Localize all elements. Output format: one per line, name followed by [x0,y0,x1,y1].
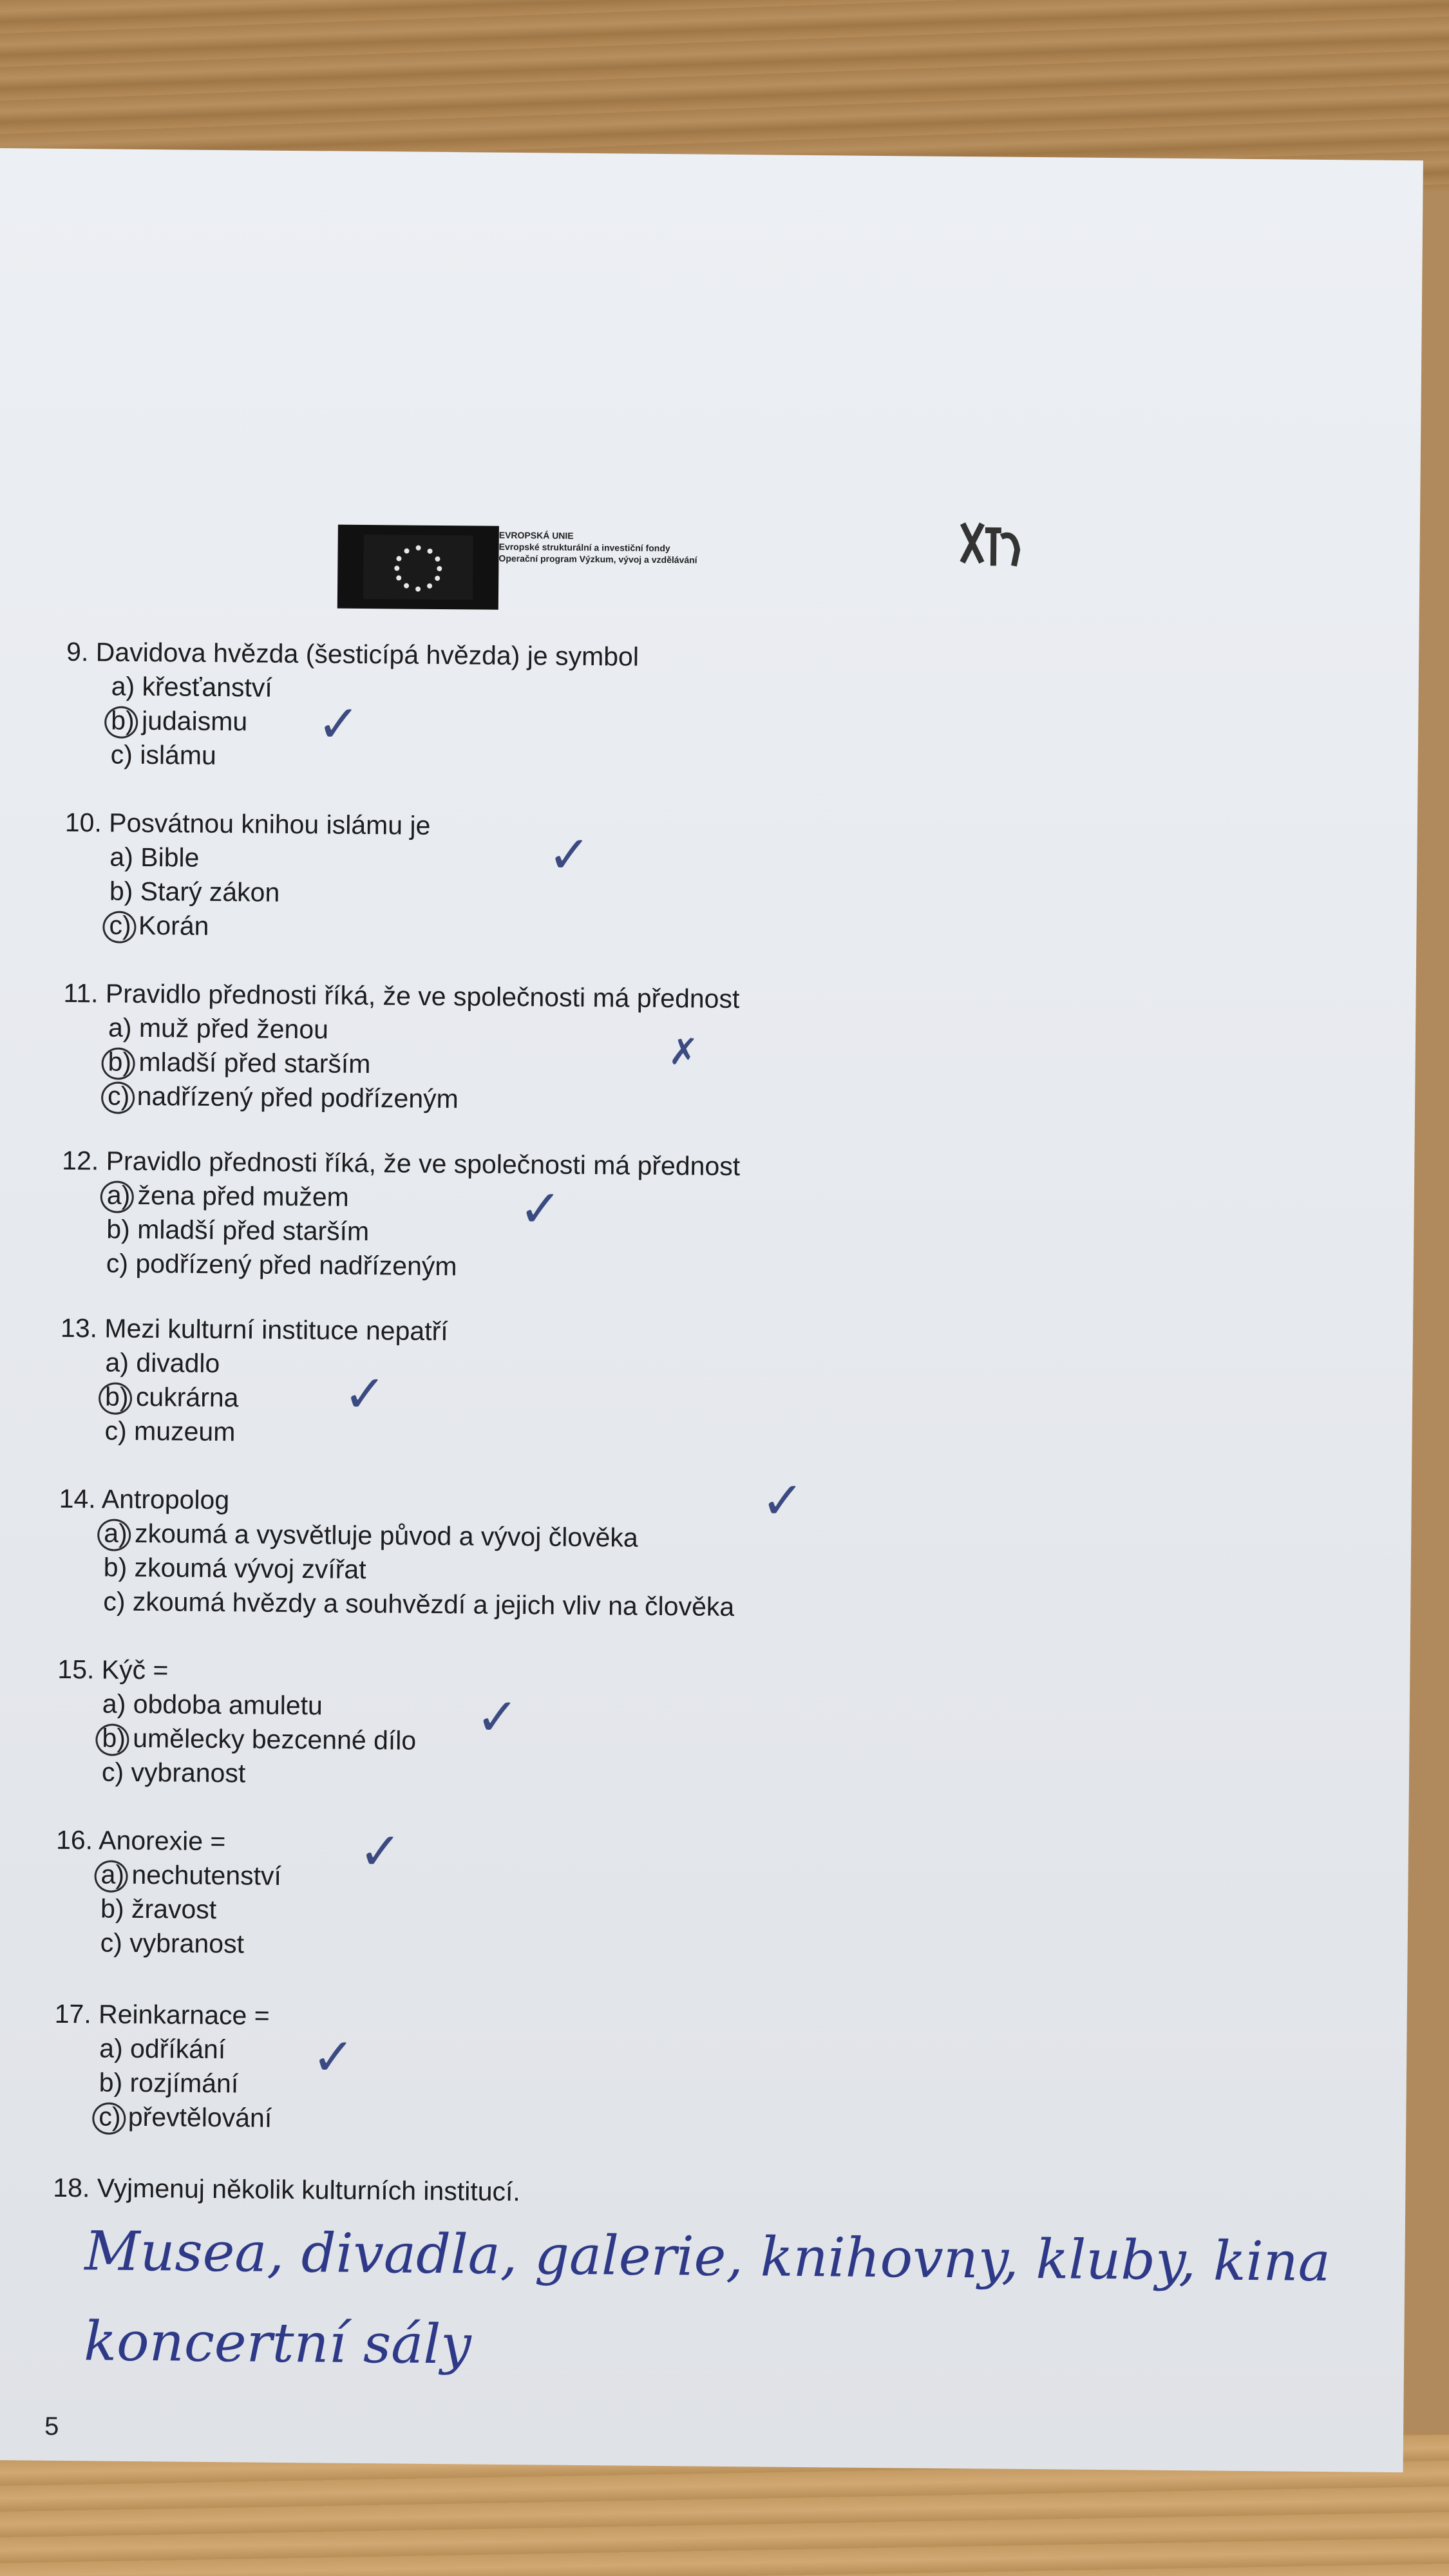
question-11-option-c[interactable]: c) nadřízený před podřízeným [62,1079,900,1120]
question-16-option-b[interactable]: b) žravost [100,1893,217,1925]
check-mark-9: ✓ [316,694,361,754]
question-13-option-b[interactable]: b) cukrárna [60,1379,897,1421]
question-12-option-a[interactable]: a) žena před mužem [62,1178,899,1219]
question-14-option-a[interactable]: a) zkoumá a vysvětluje původ a vývoj člověka [59,1516,896,1557]
question-11-option-a[interactable]: a) muž před ženou [108,1012,329,1045]
check-mark-12: ✓ [518,1179,563,1239]
cross-mark-11: ✗ [668,1031,699,1074]
answer-circle [101,1081,135,1113]
question-9-option-c[interactable]: c) islámu [110,739,217,770]
answer-circle [101,1047,135,1079]
answer-circle [99,1382,132,1414]
question-17-option-b[interactable]: b) rozjímání [99,2067,239,2099]
check-mark-14: ✓ [761,1470,805,1531]
question-14-option-c[interactable]: c) zkoumá hvězdy a souhvězdí a jejich vliv na člověka [103,1586,735,1622]
question-16-text: 16. Anorexie = [55,1824,226,1857]
question-9 [66,635,904,779]
question-17-option-a[interactable]: a) odříkání [99,2033,226,2065]
page-number: 5 [44,2412,59,2441]
eu-line-2: Evropské strukturální a investiční fondy [498,541,670,554]
question-16-option-a[interactable]: a) nechutenství [55,1857,893,1899]
question-10-option-a[interactable]: a) Bible [109,842,200,873]
answer-circle [102,911,136,943]
question-9-text: 9. Davidova hvězda (šesticípá hvězda) je symbol [66,636,639,672]
eu-flag-logo [337,525,499,610]
question-9-option-b[interactable]: b) judaismu [66,703,903,744]
question-13 [59,1311,898,1455]
question-12 [61,1144,900,1287]
answer-circle [97,1519,131,1551]
question-15-option-a[interactable]: a) obdoba amuletu [102,1689,323,1721]
handwritten-answer-line-1: Musea, divadla, galerie, knihovny, kluby, kina [84,2219,1331,2294]
question-11 [62,976,901,1120]
question-15-text: 15. Kýč = [57,1654,169,1685]
answer-circle [95,1723,129,1756]
question-13-text: 13. Mezi kulturní instituce nepatří [60,1312,448,1347]
question-13-option-c[interactable]: c) muzeum [104,1416,236,1447]
question-10-option-c[interactable]: c) Korán [64,908,901,949]
answer-circle [92,2102,126,2134]
check-mark-13: ✓ [343,1363,387,1425]
question-17-text: 17. Reinkarnace = [54,1998,270,2031]
question-14-option-b[interactable]: b) zkoumá vývoj zvířat [103,1552,366,1585]
check-mark-17: ✓ [311,2027,355,2087]
check-mark-16: ✓ [358,1821,402,1882]
ministry-logo [911,510,1079,585]
check-mark-10: ✓ [547,824,591,886]
question-10-text: 10. Posvátnou knihou islámu je [64,807,431,840]
question-12-option-c[interactable]: c) podřízený před nadřízeným [106,1248,457,1282]
question-18 [53,2171,890,2212]
handwritten-answer-line-2: koncertní sály [83,2309,472,2376]
answer-circle [100,1180,134,1213]
question-15-option-c[interactable]: c) vybranost [101,1757,246,1788]
eu-funding-text [498,529,885,567]
question-16-option-c[interactable]: c) vybranost [100,1927,245,1959]
question-10 [64,806,902,949]
check-mark-15: ✓ [475,1687,520,1748]
question-9-option-a[interactable]: a) křesťanství [111,671,272,703]
question-18-text: 18. Vyjmenuj několik kulturních institucí. [53,2172,520,2207]
question-17 [53,1997,892,2141]
question-15-option-b[interactable]: b) umělecky bezcenné dílo [57,1721,894,1762]
eu-line-1: EVROPSKÁ UNIE [498,529,574,541]
question-14-text: 14. Antropolog [59,1483,230,1515]
question-10-option-b[interactable]: b) Starý zákon [109,876,280,907]
question-11-text: 11. Pravidlo přednosti říká, že ve společnosti má přednost [63,978,740,1014]
question-12-option-b[interactable]: b) mladší před starším [106,1214,370,1247]
answer-circle [94,1860,128,1892]
question-11-option-b[interactable]: b) mladší před starším [62,1045,900,1086]
worksheet-page [0,148,1423,2472]
question-12-text: 12. Pravidlo přednosti říká, že ve společnosti má přednost [62,1145,741,1182]
answer-circle [104,706,138,738]
question-16 [55,1823,893,1967]
eu-line-3: Operační program Výzkum, vývoj a vzdělávání [498,553,697,565]
question-13-option-a[interactable]: a) divadlo [105,1347,220,1379]
question-17-option-c[interactable]: c) převtělování [53,2099,891,2141]
